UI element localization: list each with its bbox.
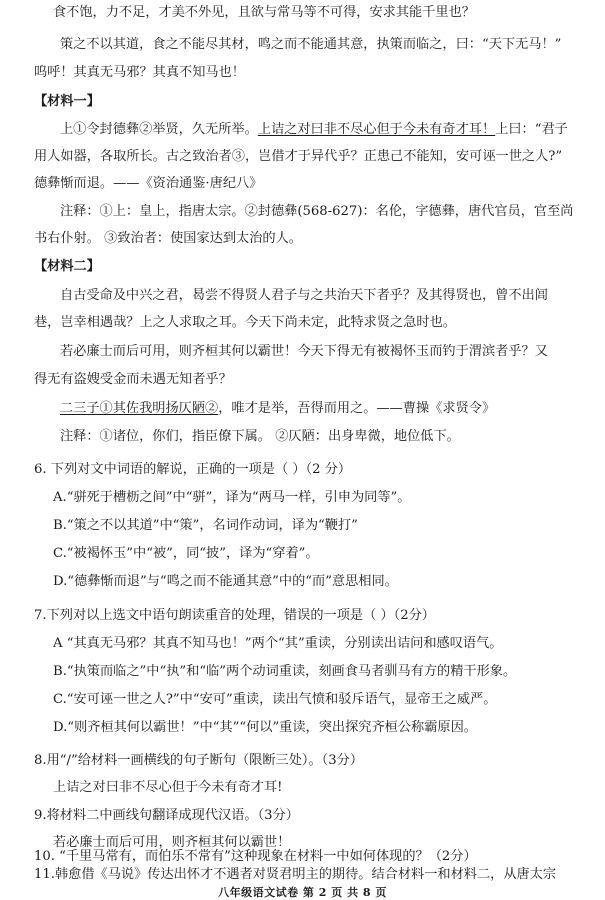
text-line: 得无有盗嫂受金而未遇无知者乎？: [34, 372, 232, 387]
option-d: D.“德彝惭而退”与“鸣之而不能通其意”中的“而”意思相同。: [53, 574, 398, 589]
option-c: C.“被褐怀玉”中“被”，同“披”，译为“穿着”。: [53, 546, 319, 561]
question-6: 6. 下列对文中词语的解说，正确的一项是（ ）（2 分）: [34, 462, 352, 477]
option-c: C.“安可诬一世之人?”中“安可”重读，读出气愤和驳斥语气，显帝王之威严。: [53, 692, 497, 707]
option-a: A “其真无马邪？其真不知马也！”两个“其”重读，分别读出诘问和感叹语气。: [53, 636, 503, 651]
text-line: 用人如器，各取所长。古之致治者③，岂借才于异代乎？正患己不能知，安可诬一世之人?”: [34, 149, 563, 164]
question-7: 7.下列对以上选文中语句朗读重音的处理，错误的一项是（ ）（2分）: [34, 608, 435, 623]
text-segment: 上曰：“君子: [495, 122, 568, 137]
text-segment: ，唯才是举，吾得而用之。——曹操《求贤令》: [218, 401, 496, 416]
text-segment: 上①令封德彝②举贤，久无所举。: [60, 122, 258, 137]
option-d: D.“则齐桓其何以霸世！”中“其”“何以”重读，突出探究齐桓公称霸原因。: [53, 720, 477, 735]
text-line: [60, 400, 495, 418]
annotation-line: 书右仆射。 ③致治者：使国家达到太治的人。: [34, 231, 302, 246]
text-line: 食不饱，力不足，才美不外见，且欲与常马等不可得，安求其能千里也？: [53, 5, 475, 20]
option-b: B.“策之不以其道”中“策”，名词作动词，译为“鞭打”: [53, 518, 358, 533]
text-line: 自古受命及中兴之君，曷尝不得贤人君子与之共治天下者乎？及其得贤也，曾不出闾: [60, 288, 548, 303]
source-citation: 德彝惭而退。——《资治通鉴·唐纪八》: [34, 176, 263, 191]
question-10: 10. “千里马常有，而伯乐不常有”这种现象在材料一中如何体现的？（2分）: [34, 849, 477, 864]
text-line: 呜呼！其真无马邪？其真不知马也！: [34, 65, 245, 80]
annotation-line: 注释：①上：皇上，指唐太宗。②封德彝(568-627)：名伦，字德彝，唐代官员，官至尚: [60, 204, 574, 219]
question-8: 8.用“/”给材料一画横线的句子断句（限断三处）。（3分）: [34, 753, 364, 768]
section-heading-material-2: 【材料二】: [34, 259, 100, 274]
annotation-line: 注释：①诸位，你们，指臣僚下属。 ②仄陋：出身卑微，地位低下。: [60, 429, 460, 444]
page-footer: 八年级语文试卷 第 2 页 共 8 页: [218, 886, 387, 899]
text-line: 策之不以其道，食之不能尽其材，鸣之而不能通其意，执策而临之，曰：“天下无马！”: [60, 37, 562, 52]
underlined-sentence: 二三子①其佐我明扬仄陋②: [60, 401, 219, 416]
underlined-sentence: 上诘之对曰非不尽心但于今未有奇才耳！: [257, 122, 496, 137]
text-line: [60, 121, 568, 139]
question-11: 11.韩愈借《马说》传达出怀才不遇者对贤君明主的期待。结合材料一和材料二，从唐太宗: [34, 867, 557, 882]
text-line: 巷，岂幸相遇哉？上之人求取之耳。今天下尚未定，此特求贤之急时也。: [34, 315, 456, 330]
question-8-sentence: 上诘之对曰非不尽心但于今未有奇才耳!: [53, 780, 283, 795]
question-9-sentence: 若必廉士而后可用，则齐桓其何以霸世！: [53, 835, 291, 850]
option-b: B.“执策而临之”中“执”和“临”两个动词重读，刻画食马者驯马有方的精干形象。: [53, 664, 517, 679]
option-a: A.“骈死于槽枥之间”中“骈”，译为“两马一样，引申为同等”。: [53, 490, 411, 505]
section-heading-material-1: 【材料一】: [34, 94, 100, 109]
question-9: 9.将材料二中画线句翻译成现代汉语。（3分）: [34, 808, 299, 823]
text-line: 若必廉士而后可用，则齐桓其何以霸世！今天下得无有被褐怀玉而钓于渭滨者乎？又: [60, 344, 548, 359]
